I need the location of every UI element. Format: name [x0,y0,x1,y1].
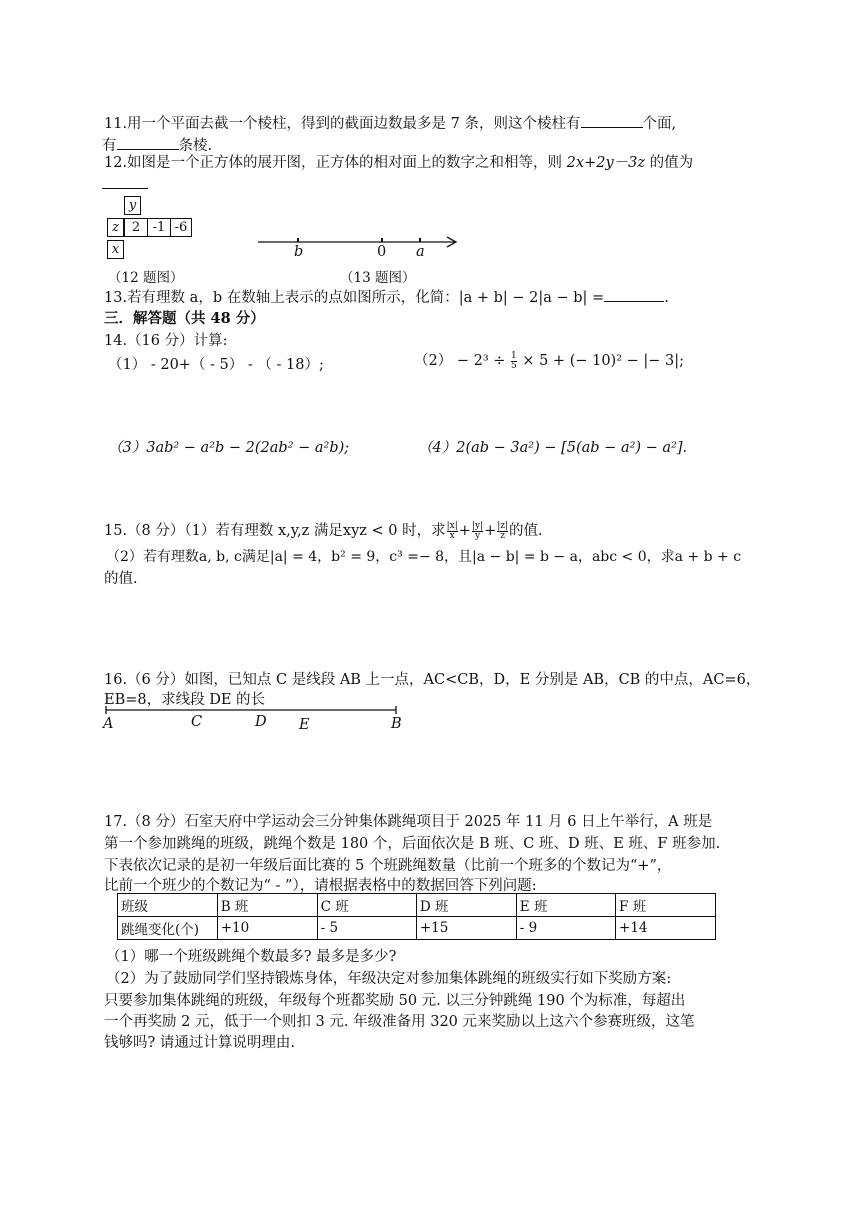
q17-line2: 第一个参加跳绳的班级，跳绳个数是 180 个，后面依次是 B 班、C 班、D 班、E 班、F 班参加. [104,836,721,852]
q17-sub2-line1: （2）为了鼓励同学们坚持锻炼身体，年级决定对参加集体跳绳的班级实行如下奖励方案: [106,971,672,987]
table-header-cell: E 班 [516,894,615,917]
q17-sub1: （1）哪一个班级跳绳个数最多? 最多是多少? [106,949,397,965]
net-cell-2: 2 [124,218,148,237]
q15-part1: 15.（8 分）（1）若有理数 x,y,z 满足xyz < 0 时，求 $\frac{|x|}{x}$ + $\frac{|y|}{y}$ + $\frac{|z|}{z}$ 的值. [104,520,543,541]
q17-sub2-line4: 钱够吗? 请通过计算说明理由. [104,1035,295,1051]
q14-part2: （2） − 2³ ÷ $\frac{1}{5}$ × 5 + (− 10)² − |− 3|; [414,350,685,371]
q17-sub2-line2: 只要参加集体跳绳的班级，年级每个班都奖励 50 元. 以三分钟跳绳 190 个为标准，每超出 [104,993,686,1009]
q14-part1: （1） - 20+（ - 5） - （ - 18）; [108,357,324,373]
net-cell-y: y [124,196,141,215]
table-cell: +10 [217,917,317,940]
point-e: E [299,717,310,733]
q12-caption: （12 题图） [108,270,184,286]
table-header-cell: 班级 [118,894,218,917]
q11-line2: 有 条棱. [102,138,213,154]
q14-part4: （4）2(ab − 3a²) − [5(ab − a²) − a²]. [418,440,688,456]
q16-line2: EB=8，求线段 DE 的长 [104,692,266,708]
nl-label-a: a [416,244,425,260]
q14-part3: （3）3ab² − a²b − 2(2ab² − a²b); [108,440,350,456]
jump-rope-table [117,893,716,940]
q12-blank[interactable] [102,176,148,189]
q15-part2-line2: 的值. [104,571,138,587]
table-cell: +15 [416,917,516,940]
table-header-cell: C 班 [317,894,416,917]
q17-line3: 下表依次记录的是初一年级后面比赛的 5 个班跳绳数量（比前一个班多的个数记为“+”， [104,858,672,874]
q13-text: 13.若有理数 a，b 在数轴上表示的点如图所示，化简：|a + b| − 2|a − b| = . [104,290,669,306]
net-cell-z: z [107,218,124,237]
table-header-cell: B 班 [217,894,317,917]
q17-sub2-line3: 一个再奖励 2 元，低于一个则扣 3 元. 年级准备用 320 元来奖励以上这六个参赛班级，这笔 [104,1014,695,1030]
table-row [118,917,716,940]
net-cell-neg6: -6 [170,218,192,237]
q14-head: 14.（16 分）计算: [104,333,228,349]
q15-part2-line1: （2）若有理数a, b, c满足|a| = 4，b² = 9，c³ =− 8，且|a − b| = b − a，abc < 0，求a + b + c [106,549,742,565]
number-line [255,232,465,262]
q13-caption: （13 题图） [340,270,416,286]
q11-blank-edges[interactable] [117,137,179,150]
nl-label-0: 0 [377,244,387,260]
point-b: B [391,716,402,732]
q17-line1: 17.（8 分）石室天府中学运动会三分钟集体跳绳项目于 2025 年 11 月 6 日上午举行，A 班是 [104,814,713,830]
q14-fraction: $\frac{1}{5}$ [511,350,517,371]
point-c: C [191,714,203,730]
table-header-row [118,894,716,917]
section3-title: 三．解答题（共 48 分） [104,310,265,327]
q11-blank-faces[interactable] [581,115,643,128]
net-cell-neg1: -1 [147,218,171,237]
q16-line1: 16.（6 分）如图，已知点 C 是线段 AB 上一点，AC<CB，D，E 分别是 AB，CB 的中点，AC=6， [104,672,761,688]
q13-blank[interactable] [604,289,664,302]
table-header-cell: F 班 [616,894,716,917]
point-d: D [255,714,267,730]
table-cell: - 5 [317,917,416,940]
q11-line1: 11.用一个平面去截一个棱柱，得到的截面边数最多是 7 条，则这个棱柱有 个面, [104,116,677,132]
table-cell: +14 [616,917,716,940]
segment-ab [100,704,405,716]
table-cell: - 9 [516,917,615,940]
table-cell: 跳绳变化(个) [118,917,218,940]
net-cell-x: x [107,240,124,259]
q17-line4: 比前一个班少的个数记为“ - ”），请根据表格中的数据回答下列问题: [104,878,537,894]
table-header-cell: D 班 [416,894,516,917]
q12-text: 12.如图是一个正方体的展开图，正方体的相对面上的数字之和相等，则 2x+2y－3z 的值为 [104,155,694,171]
nl-label-b: b [294,244,304,260]
point-a: A [103,716,114,732]
